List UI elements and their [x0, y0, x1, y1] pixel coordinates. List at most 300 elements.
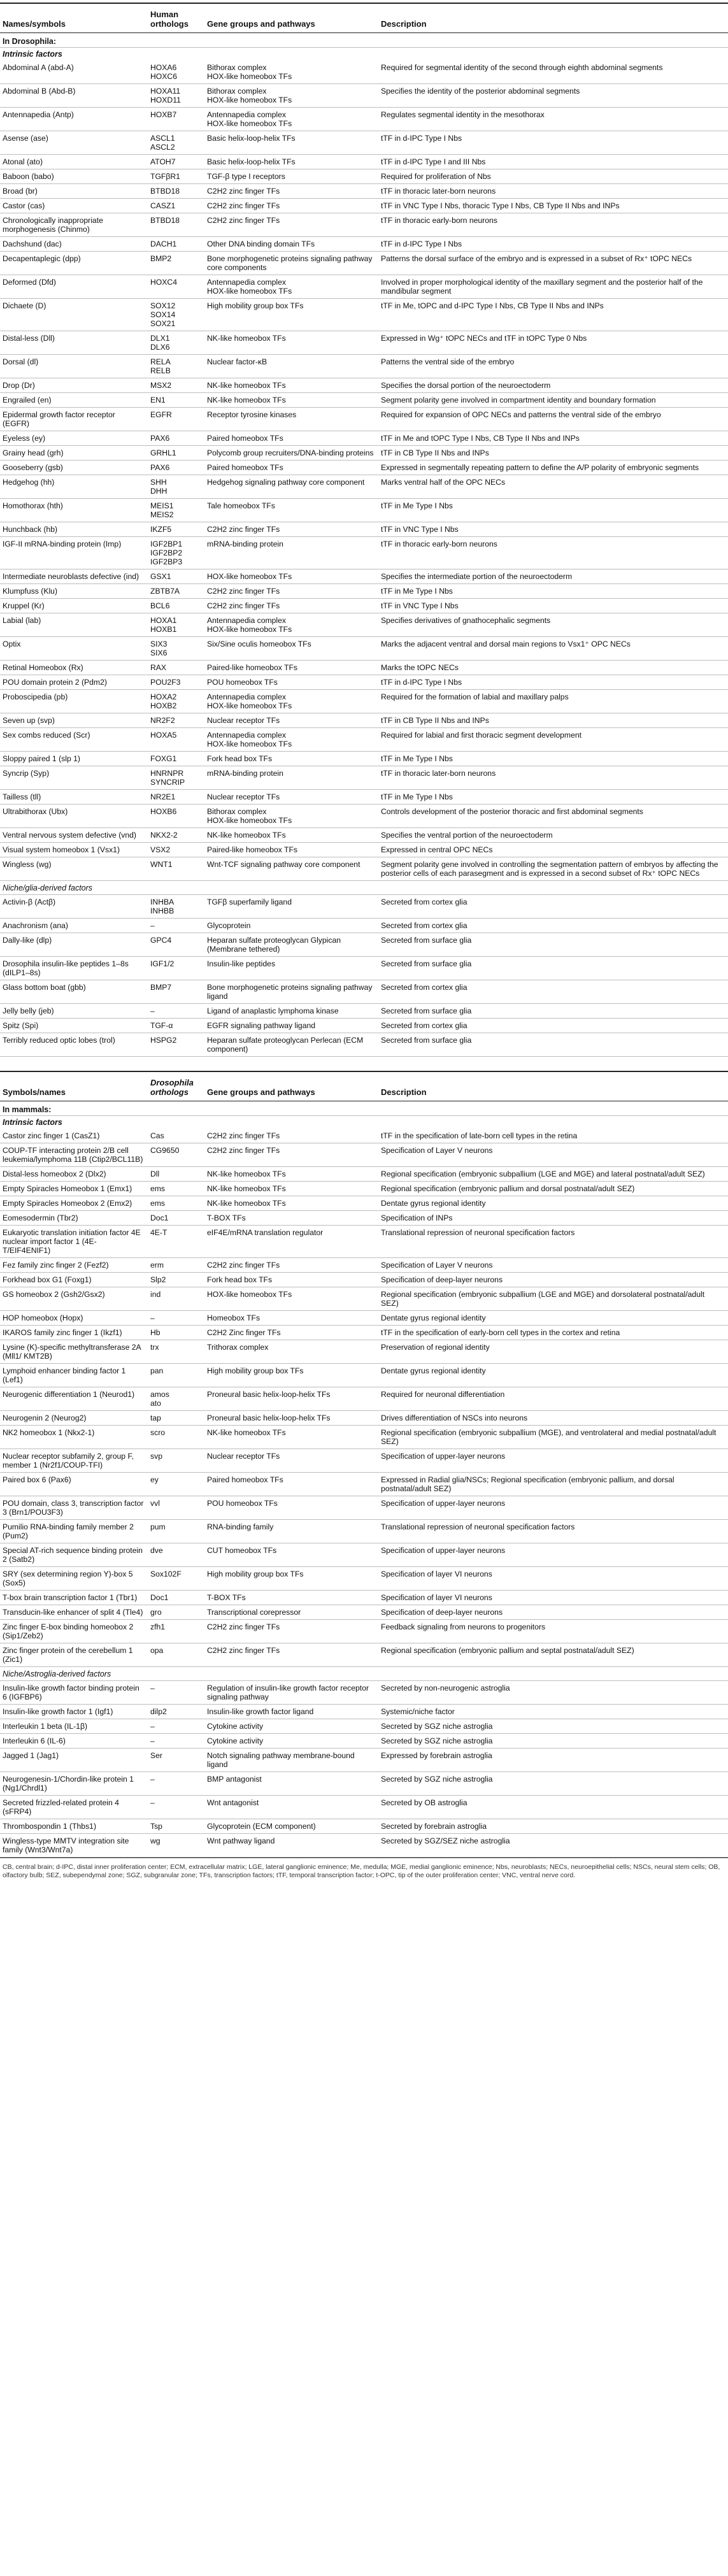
header-orthologs: Human orthologs [150, 10, 189, 29]
gene-group-cell [204, 1226, 378, 1258]
gene-name: Neurogenesin-1/Chordin-like protein 1 (Ng1/Chrdl1) [0, 1772, 148, 1796]
ortholog-cell [148, 828, 204, 843]
gene-name: Paired box 6 (Pax6) [0, 1473, 148, 1496]
gene-group: TGF-β type I receptors [207, 172, 285, 181]
gene-group-cell [204, 805, 378, 828]
description: Controls development of the posterior thoracic and first abdominal segments [378, 805, 728, 828]
gene-name: Abdominal B (Abd-B) [0, 84, 148, 108]
ortholog: BTBD18 [150, 187, 180, 196]
gene-name: Zinc finger E-box binding homeobox 2 (Sip1/Zeb2) [0, 1620, 148, 1643]
gene-group-cell [204, 393, 378, 408]
gene-group: Proneural basic helix-loop-helix TFs [207, 1390, 331, 1399]
gene-group-cell [204, 1426, 378, 1449]
gene-name: Engrailed (en) [0, 393, 148, 408]
ortholog: NKX2-2 [150, 831, 178, 840]
gene-group: Homeobox TFs [207, 1313, 261, 1322]
gene-group-cell [204, 1681, 378, 1705]
table-row [0, 1681, 728, 1705]
gene-name: Syncrip (Syp) [0, 766, 148, 790]
ortholog: – [150, 921, 155, 930]
gene-group: High mobility group box TFs [207, 1570, 304, 1578]
gene-group-cell [204, 895, 378, 919]
ortholog: erm [150, 1261, 164, 1270]
table-row [0, 393, 728, 408]
table-row [0, 355, 728, 378]
description: tTF in VNC Type I Nbs [378, 522, 728, 537]
description: Expressed in Radial glia/NSCs; Regional specification (embryonic pallium, and dorsal postnatal/adult SEZ) [378, 1473, 728, 1496]
table-row [0, 752, 728, 766]
description: tTF in thoracic later-born neurons [378, 184, 728, 199]
ortholog-cell [148, 1226, 204, 1258]
table-row [0, 690, 728, 713]
header-description-2: Description [381, 1087, 427, 1097]
gene-group-cell [204, 461, 378, 475]
table-row [0, 199, 728, 213]
description: tTF in d-IPC Type I and III Nbs [378, 155, 728, 169]
ortholog-cell [148, 108, 204, 131]
ortholog: SIX3 [150, 640, 168, 648]
gene-name: Pumilio RNA-binding family member 2 (Pum2) [0, 1520, 148, 1543]
description: Regional specification (embryonic subpallium (LGE and MGE) and dorsolateral postnatal/adult SEZ) [378, 1287, 728, 1311]
ortholog: HOXB6 [150, 807, 177, 816]
gene-name: Tailless (tll) [0, 790, 148, 805]
ortholog-cell [148, 446, 204, 461]
table-row [0, 522, 728, 537]
description: Secreted by SGZ niche astroglia [378, 1772, 728, 1796]
gene-group: Fork head box TFs [207, 1275, 273, 1284]
gene-group-cell [204, 1591, 378, 1605]
description: Regulates segmental identity in the mesothorax [378, 108, 728, 131]
ortholog: Sox102F [150, 1570, 182, 1578]
gene-group-cell [204, 84, 378, 108]
description: Regional specification (embryonic subpallium (MGE), and ventrolateral and medial postnatal/adult SEZ) [378, 1426, 728, 1449]
ortholog-cell [148, 408, 204, 431]
ortholog-cell [148, 355, 204, 378]
gene-group: Glycoprotein [207, 921, 251, 930]
ortholog-cell [148, 237, 204, 252]
gene-name: Transducin-like enhancer of split 4 (Tle4) [0, 1605, 148, 1620]
gene-group-cell [204, 675, 378, 690]
description: Expressed in segmentally repeating pattern to define the A/P polarity of embryonic segments [378, 461, 728, 475]
ortholog: – [150, 1775, 155, 1784]
gene-group: T-BOX TFs [207, 1593, 246, 1602]
table-row [0, 237, 728, 252]
gene-name: Forkhead box G1 (Foxg1) [0, 1273, 148, 1287]
table-row [0, 1129, 728, 1143]
table-row [0, 1287, 728, 1311]
description: Secreted by SGZ niche astroglia [378, 1734, 728, 1749]
description: Specification of deep-layer neurons [378, 1605, 728, 1620]
subsection-niche-mammals: Niche/Astroglia-derived factors [0, 1667, 728, 1681]
ortholog: Doc1 [150, 1593, 169, 1602]
table-row [0, 408, 728, 431]
ortholog: CG9650 [150, 1146, 180, 1155]
gene-name: Thrombospondin 1 (Thbs1) [0, 1819, 148, 1834]
ortholog: – [150, 1722, 155, 1731]
description: Patterns the ventral side of the embryo [378, 355, 728, 378]
description: Specification of INPs [378, 1211, 728, 1226]
gene-group-cell [204, 1196, 378, 1211]
gene-name: Eomesodermin (Tbr2) [0, 1211, 148, 1226]
gene-group: C2H2 zinc finger TFs [207, 216, 280, 225]
ortholog: trx [150, 1343, 159, 1352]
ortholog-cell [148, 431, 204, 446]
description: tTF in thoracic early-born neurons [378, 213, 728, 237]
gene-group: HOX-like homeobox TFs [207, 816, 292, 825]
gene-group-cell [204, 213, 378, 237]
ortholog: gro [150, 1608, 162, 1617]
ortholog-cell [148, 461, 204, 475]
table-row [0, 1749, 728, 1772]
gene-name: Atonal (ato) [0, 155, 148, 169]
ortholog: VSX2 [150, 845, 171, 854]
gene-group: Paired homeobox TFs [207, 434, 283, 443]
ortholog: – [150, 1798, 155, 1807]
ortholog: ey [150, 1475, 159, 1484]
ortholog-cell [148, 1520, 204, 1543]
header-names: Names/symbols [3, 19, 66, 29]
ortholog: SYNCRIP [150, 778, 185, 787]
ortholog-cell [148, 1591, 204, 1605]
ortholog-cell [148, 1567, 204, 1591]
gene-name: HOP homeobox (Hopx) [0, 1311, 148, 1326]
ortholog: amos [150, 1390, 169, 1399]
gene-group: C2H2 zinc finger TFs [207, 201, 280, 210]
gene-group: Paired-like homeobox TFs [207, 663, 298, 672]
table-row [0, 108, 728, 131]
gene-group-cell [204, 661, 378, 675]
description: Involved in proper morphological identity of the maxillary segment and the posterior half of the mandibular segment [378, 275, 728, 299]
ortholog: WNT1 [150, 860, 173, 869]
gene-name: Neurogenin 2 (Neurog2) [0, 1411, 148, 1426]
description: Secreted from surface glia [378, 957, 728, 980]
ortholog: CASZ1 [150, 201, 176, 210]
gene-group-cell [204, 752, 378, 766]
ortholog: PAX6 [150, 463, 170, 472]
gene-name: Deformed (Dfd) [0, 275, 148, 299]
table-row [0, 933, 728, 957]
ortholog-cell [148, 1167, 204, 1182]
ortholog: MEIS2 [150, 510, 174, 519]
gene-group: C2H2 zinc finger TFs [207, 601, 280, 610]
ortholog: RAX [150, 663, 167, 672]
ortholog-cell [148, 919, 204, 933]
gene-group-cell [204, 1796, 378, 1819]
description: tTF in thoracic later-born neurons [378, 766, 728, 790]
gene-group: Wnt antagonist [207, 1798, 259, 1807]
ortholog: opa [150, 1646, 164, 1655]
gene-group: NK-like homeobox TFs [207, 1184, 286, 1193]
ortholog: – [150, 1736, 155, 1745]
gene-group: mRNA-binding protein [207, 540, 283, 548]
gene-group-cell [204, 331, 378, 355]
ortholog-cell [148, 522, 204, 537]
ortholog-cell [148, 790, 204, 805]
gene-group-cell [204, 1340, 378, 1364]
gene-group: Cytokine activity [207, 1722, 264, 1731]
ortholog: HNRNPR [150, 769, 184, 778]
description: Specifies the dorsal portion of the neuroectoderm [378, 378, 728, 393]
gene-group: C2H2 zinc finger TFs [207, 1261, 280, 1270]
ortholog-cell [148, 499, 204, 522]
table-row [0, 1211, 728, 1226]
gene-name: Lymphoid enhancer binding factor 1 (Lef1) [0, 1364, 148, 1387]
ortholog-cell [148, 1473, 204, 1496]
gene-name: Hunchback (hb) [0, 522, 148, 537]
gene-group-cell [204, 1643, 378, 1667]
ortholog: Doc1 [150, 1213, 169, 1222]
ortholog-cell [148, 843, 204, 857]
table-row [0, 661, 728, 675]
gene-group-cell [204, 857, 378, 881]
gene-group-cell [204, 1496, 378, 1520]
gene-group: NK-like homeobox TFs [207, 1199, 286, 1208]
ortholog: IKZF5 [150, 525, 172, 534]
gene-group: Wnt pathway ligand [207, 1836, 275, 1845]
gene-name: Proboscipedia (pb) [0, 690, 148, 713]
description: Segment polarity gene involved in compartment identity and boundary formation [378, 393, 728, 408]
gene-group: mRNA-binding protein [207, 769, 283, 778]
description: tTF in Me Type I Nbs [378, 584, 728, 599]
ortholog: pan [150, 1366, 164, 1375]
gene-group-cell [204, 355, 378, 378]
ortholog: HOXA11 [150, 87, 181, 96]
gene-name: T-box brain transcription factor 1 (Tbr1) [0, 1591, 148, 1605]
gene-group-cell [204, 199, 378, 213]
gene-name: Chronologically inappropriate morphogenesis (Chinmo) [0, 213, 148, 237]
ortholog-cell [148, 1287, 204, 1311]
ortholog-cell [148, 637, 204, 661]
gene-name: Dally-like (dlp) [0, 933, 148, 957]
table-row [0, 1167, 728, 1182]
gene-name: Sloppy paired 1 (slp 1) [0, 752, 148, 766]
table-row [0, 1834, 728, 1857]
gene-name: Insulin-like growth factor 1 (Igf1) [0, 1705, 148, 1719]
description: Regional specification (embryonic subpallium (LGE and MGE) and lateral postnatal/adult SEZ) [378, 1167, 728, 1182]
ortholog: INHBA [150, 898, 175, 906]
gene-group: C2H2 zinc finger TFs [207, 1146, 280, 1155]
gene-group: Bone morphogenetic proteins signaling pathway core components [207, 254, 373, 272]
table-row [0, 1772, 728, 1796]
gene-group-cell [204, 613, 378, 637]
ortholog-cell [148, 1340, 204, 1364]
gene-group: Wnt-TCF signaling pathway core component [207, 860, 360, 869]
ortholog-cell [148, 393, 204, 408]
gene-group: Receptor tyrosine kinases [207, 410, 297, 419]
ortholog: ind [150, 1290, 161, 1299]
gene-name: Glass bottom boat (gbb) [0, 980, 148, 1004]
description: Required for expansion of OPC NECs and patterns the ventral side of the embryo [378, 408, 728, 431]
table-row [0, 1411, 728, 1426]
ortholog-cell [148, 252, 204, 275]
ortholog: HOXA2 [150, 692, 177, 701]
gene-group-cell [204, 933, 378, 957]
gene-name: Abdominal A (abd-A) [0, 61, 148, 84]
description: Translational repression of neuronal specification factors [378, 1520, 728, 1543]
gene-name: Intermediate neuroblasts defective (ind) [0, 569, 148, 584]
ortholog-cell [148, 1605, 204, 1620]
description: Secreted from cortex glia [378, 895, 728, 919]
description: Specification of layer VI neurons [378, 1591, 728, 1605]
table-row [0, 84, 728, 108]
ortholog: NR2E1 [150, 792, 176, 801]
ortholog-cell [148, 1449, 204, 1473]
table-row [0, 1364, 728, 1387]
gene-group: C2H2 zinc finger TFs [207, 187, 280, 196]
gene-group-cell [204, 1834, 378, 1857]
ortholog-cell [148, 752, 204, 766]
description: tTF in Me and tOPC Type I Nbs, CB Type II Nbs and INPs [378, 431, 728, 446]
ortholog: GSX1 [150, 572, 171, 581]
table-row [0, 61, 728, 84]
table-row [0, 1719, 728, 1734]
ortholog-cell [148, 1411, 204, 1426]
gene-group: Antennapedia complex [207, 731, 286, 740]
table-row [0, 1273, 728, 1287]
ortholog: ZBTB7A [150, 587, 180, 596]
ortholog: FOXG1 [150, 754, 177, 763]
description: Specification of upper-layer neurons [378, 1449, 728, 1473]
description: tTF in Me Type I Nbs [378, 752, 728, 766]
description: Feedback signaling from neurons to progenitors [378, 1620, 728, 1643]
gene-name: Ultrabithorax (Ubx) [0, 805, 148, 828]
gene-group-cell [204, 184, 378, 199]
ortholog-cell [148, 1681, 204, 1705]
gene-group-cell [204, 1605, 378, 1620]
ortholog: vvl [150, 1499, 160, 1508]
gene-group-cell [204, 1819, 378, 1834]
ortholog: EGFR [150, 410, 172, 419]
gene-name: Baboon (babo) [0, 169, 148, 184]
gene-name: Castor zinc finger 1 (CasZ1) [0, 1129, 148, 1143]
ortholog-cell [148, 1326, 204, 1340]
gene-group: High mobility group box TFs [207, 301, 304, 310]
gene-group: Bithorax complex [207, 87, 267, 96]
table-row [0, 728, 728, 752]
gene-group: HOX-like homeobox TFs [207, 740, 292, 748]
ortholog: GRHL1 [150, 448, 176, 457]
table-row [0, 1643, 728, 1667]
ortholog-cell [148, 213, 204, 237]
ortholog-cell [148, 1143, 204, 1167]
ortholog-cell [148, 857, 204, 881]
table-row [0, 1496, 728, 1520]
gene-group-cell [204, 1543, 378, 1567]
ortholog: HOXB2 [150, 701, 177, 710]
gene-group: Nuclear factor-κB [207, 357, 268, 366]
gene-name: Interleukin 1 beta (IL-1β) [0, 1719, 148, 1734]
gene-name: Visual system homeobox 1 (Vsx1) [0, 843, 148, 857]
description: tTF in d-IPC Type I Nbs [378, 131, 728, 155]
gene-group-cell [204, 1364, 378, 1387]
gene-name: Retinal Homeobox (Rx) [0, 661, 148, 675]
description: Specification of upper-layer neurons [378, 1496, 728, 1520]
description: Dentate gyrus regional identity [378, 1311, 728, 1326]
gene-group: Paired homeobox TFs [207, 1475, 283, 1484]
ortholog: SIX6 [150, 648, 168, 657]
description: Marks ventral half of the OPC NECs [378, 475, 728, 499]
description: tTF in CB Type II Nbs and INPs [378, 713, 728, 728]
description: Dentate gyrus regional identity [378, 1364, 728, 1387]
description: Regional specification (embryonic pallium and septal postnatal/adult SEZ) [378, 1643, 728, 1667]
gene-group: Heparan sulfate proteoglycan Glypican (Membrane tethered) [207, 936, 341, 954]
ortholog: DLX6 [150, 343, 170, 352]
description: Required for segmental identity of the second through eighth abdominal segments [378, 61, 728, 84]
ortholog-cell [148, 1129, 204, 1143]
ortholog: Ser [150, 1751, 162, 1760]
table-row [0, 1258, 728, 1273]
gene-group-cell [204, 1167, 378, 1182]
table-row [0, 1326, 728, 1340]
ortholog: BTBD18 [150, 216, 180, 225]
ortholog: IGF2BP1 [150, 540, 183, 548]
ortholog: MSX2 [150, 381, 172, 390]
table-row [0, 857, 728, 881]
ortholog: HOXA5 [150, 731, 177, 740]
description: Dentate gyrus regional identity [378, 1196, 728, 1211]
table-row [0, 980, 728, 1004]
table-row [0, 1182, 728, 1196]
gene-name: Seven up (svp) [0, 713, 148, 728]
table-row [0, 675, 728, 690]
gene-name: Fez family zinc finger 2 (Fezf2) [0, 1258, 148, 1273]
gene-group-cell [204, 1620, 378, 1643]
ortholog-cell [148, 728, 204, 752]
ortholog: RELA [150, 357, 171, 366]
ortholog: GPC4 [150, 936, 172, 945]
ortholog: SHH [150, 478, 167, 487]
gene-group: HOX-like homeobox TFs [207, 625, 292, 634]
gene-group-cell [204, 446, 378, 461]
gene-group: Paired-like homeobox TFs [207, 845, 298, 854]
gene-group: Proneural basic helix-loop-helix TFs [207, 1413, 331, 1422]
gene-name: GS homeobox 2 (Gsh2/Gsx2) [0, 1287, 148, 1311]
ortholog-cell [148, 1496, 204, 1520]
ortholog-cell [148, 766, 204, 790]
ortholog: TGF-α [150, 1021, 173, 1030]
gene-name: Zinc finger protein of the cerebellum 1 (Zic1) [0, 1643, 148, 1667]
table-row [0, 331, 728, 355]
ortholog-cell [148, 661, 204, 675]
gene-group: Regulation of insulin-like growth factor receptor signaling pathway [207, 1684, 369, 1701]
ortholog-cell [148, 599, 204, 613]
ortholog-cell [148, 1543, 204, 1567]
ortholog: BMP7 [150, 983, 172, 992]
ortholog: – [150, 1684, 155, 1692]
gene-group: Antennapedia complex [207, 110, 286, 119]
description: Segment polarity gene involved in controlling the segmentation pattern of embryos by affecting the posterior cells of each parasegment and is expressed in a second subset of Rx⁺ tOPC NECs [378, 857, 728, 881]
table-row [0, 537, 728, 569]
table-row [0, 637, 728, 661]
ortholog: ato [150, 1399, 161, 1408]
description: Regional specification (embryonic pallium and dorsal postnatal/adult SEZ) [378, 1182, 728, 1196]
gene-group-cell [204, 475, 378, 499]
table-row [0, 599, 728, 613]
gene-group-cell [204, 252, 378, 275]
gene-group-cell [204, 1734, 378, 1749]
ortholog: HOXB1 [150, 625, 177, 634]
description: Secreted by SGZ niche astroglia [378, 1719, 728, 1734]
gene-group-cell [204, 584, 378, 599]
gene-name: Asense (ase) [0, 131, 148, 155]
ortholog: Cas [150, 1131, 164, 1140]
description: Secreted by SGZ/SEZ niche astroglia [378, 1834, 728, 1857]
ortholog-cell [148, 1004, 204, 1019]
ortholog: Hb [150, 1328, 161, 1337]
description: Secreted from cortex glia [378, 1019, 728, 1033]
table-row [0, 1426, 728, 1449]
gene-group-cell [204, 1387, 378, 1411]
